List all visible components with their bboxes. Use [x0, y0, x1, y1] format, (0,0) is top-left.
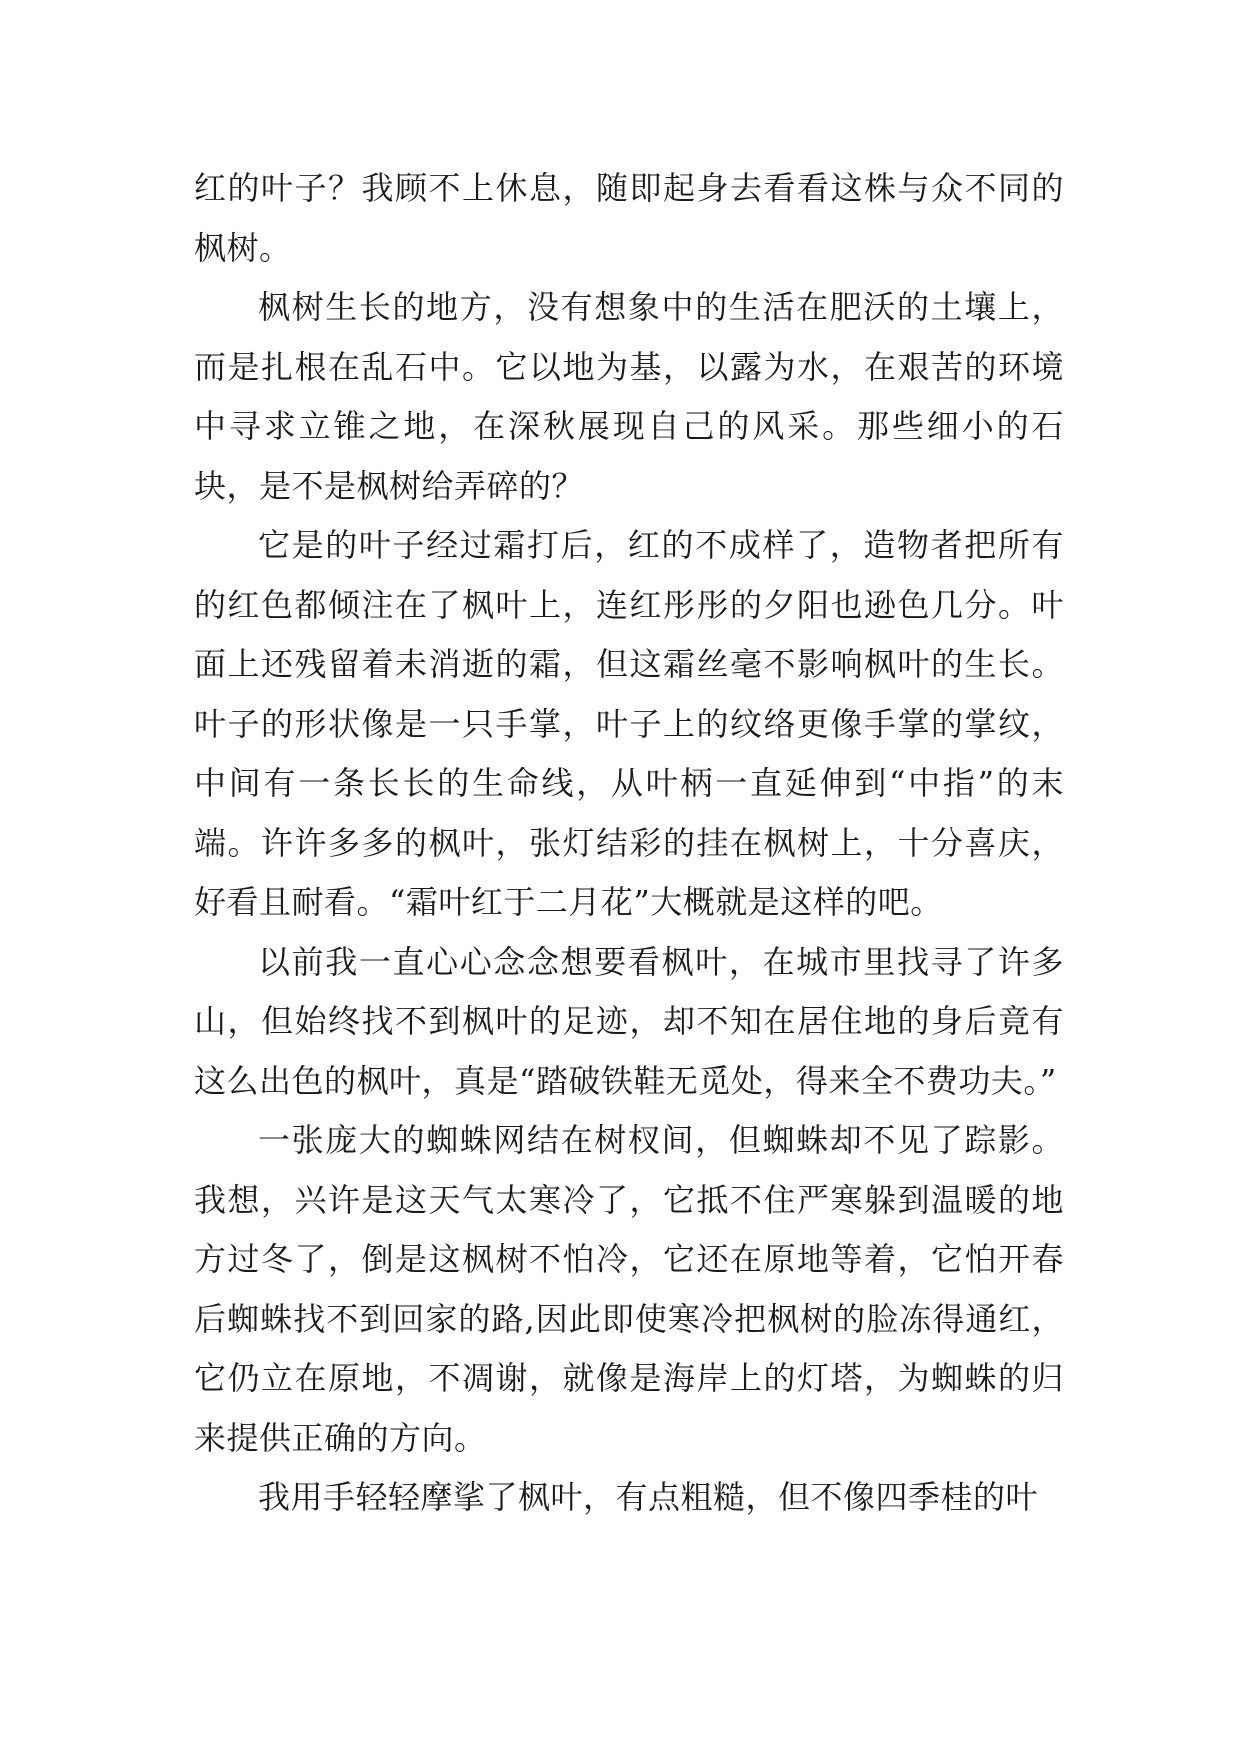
paragraph-5: 一张庞大的蜘蛛网结在树杈间，但蜘蛛却不见了踪影。我想，兴许是这天气太寒冷了，它抵不住严寒躲到温暖的地方过冬了，倒是这枫树不怕冷，它还在原地等着，它怕开春后蜘蛛找不到回家的路,因此即使寒冷把枫树的脸冻得通红，它仍立在原地，不凋谢，就像是海岸上的灯塔，为蜘蛛的归来提供正确的方向。 — [194, 1121, 1064, 1457]
paragraph-3: 它是的叶子经过霜打后，红的不成样了，造物者把所有的红色都倾注在了枫叶上，连红彤彤的夕阳也逊色几分。叶面上还残留着未消逝的霜，但这霜丝毫不影响枫叶的生长。叶子的形状像是一只手掌，叶子上的纹络更像手掌的掌纹，中间有一条长长的生命线，从叶柄一直延伸到“中指”的末端。许许多多的枫叶，张灯结彩的挂在枫树上，十分喜庆，好看且耐看。“霜叶红于二月花”大概就是这样的吧。 — [194, 526, 1064, 921]
body-text — [194, 159, 1064, 1528]
paragraph-1: 红的叶子？我顾不上休息，随即起身去看看这株与众不同的枫树。 — [194, 169, 1064, 267]
paragraph-6: 我用手轻轻摩挲了枫叶，有点粗糙，但不像四季桂的叶 — [258, 1478, 1039, 1516]
paragraph-2: 枫树生长的地方，没有想象中的生活在肥沃的土壤上，而是扎根在乱石中。它以地为基，以露为水，在艰苦的环境中寻求立锥之地，在深秋展现自己的风采。那些细小的石块，是不是枫树给弄碎的？ — [194, 288, 1064, 505]
paragraph-4: 以前我一直心心念念想要看枫叶，在城市里找寻了许多山，但始终找不到枫叶的足迹，却不知在居住地的身后竟有这么出色的枫叶，真是“踏破铁鞋无觅处，得来全不费功夫。” — [194, 942, 1064, 1100]
